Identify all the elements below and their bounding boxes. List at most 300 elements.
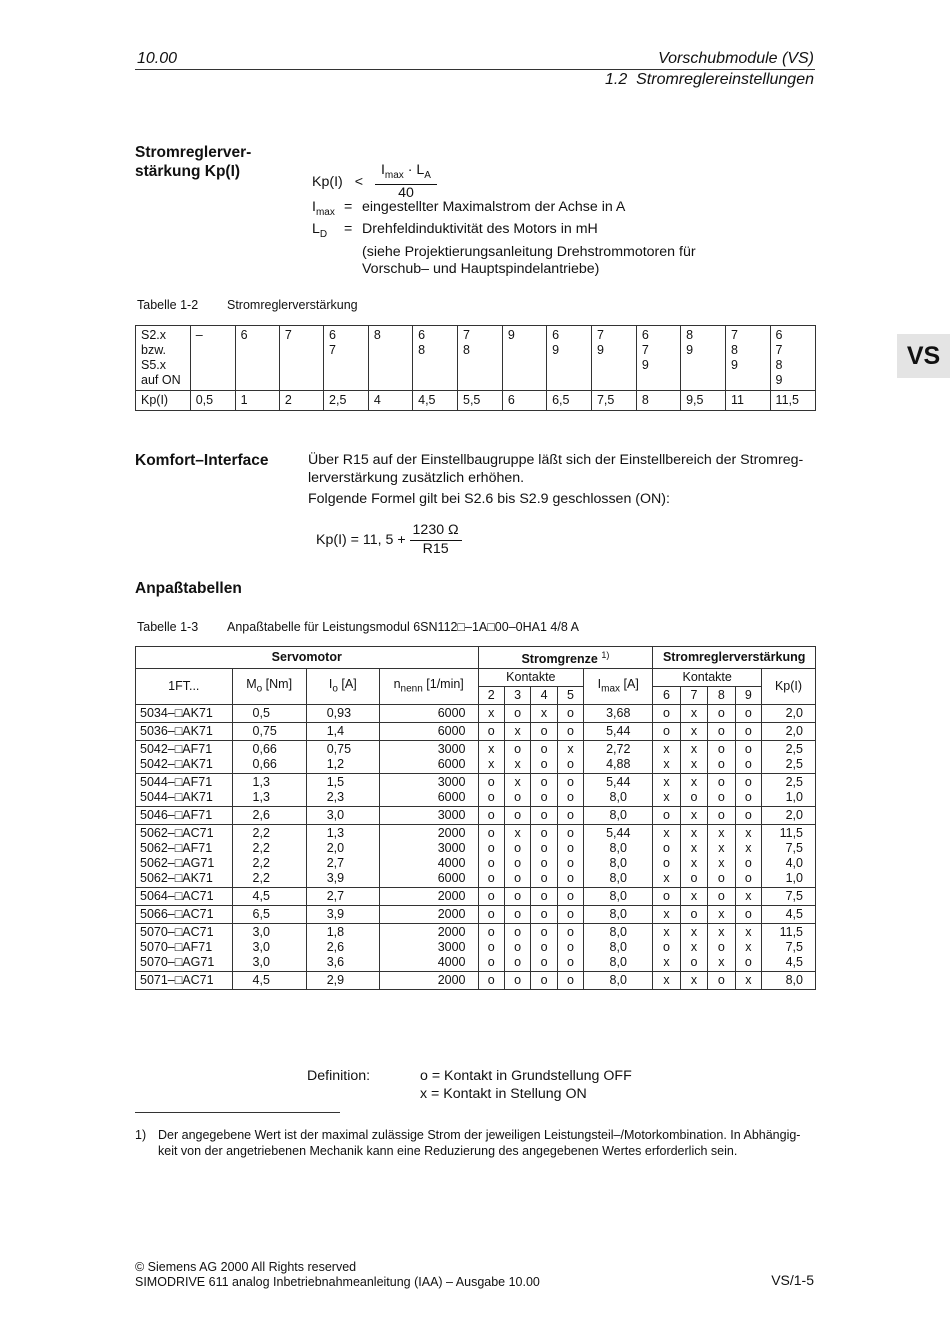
komfort-para-line1: Über R15 auf der Einstellbaugruppe läßt sich der Einstellbereich der Stromreg-	[308, 452, 804, 468]
cell-c4	[531, 906, 557, 924]
col-header-n	[379, 669, 478, 705]
kp-value-cell: 1	[235, 391, 279, 411]
col-header-imax	[584, 669, 653, 705]
cell-line: 5042–□AK71	[140, 757, 213, 772]
cell-line: 2000	[437, 973, 466, 988]
def-ld-symbol	[312, 221, 344, 243]
cell-c4	[531, 807, 557, 825]
cell-kp	[762, 825, 816, 888]
cell-line: x	[690, 706, 698, 721]
def-ld-sym: L	[312, 221, 320, 238]
footnote	[135, 1128, 815, 1159]
cell-line: 4,0	[785, 856, 803, 871]
kp-definitions	[312, 199, 696, 279]
cell-type	[136, 906, 233, 924]
switch-combination-cell	[681, 326, 726, 391]
cell-line: x	[514, 775, 521, 790]
cell-c7	[680, 972, 707, 990]
table13-group-header-row	[136, 647, 816, 669]
contact-header-6: 6	[653, 687, 680, 705]
cell-line: o	[744, 742, 752, 757]
cell-kp	[762, 741, 816, 774]
cell-io	[306, 972, 379, 990]
cell-line: o	[540, 790, 548, 805]
table-row	[136, 924, 816, 972]
contact-header-3: 3	[504, 687, 530, 705]
cell-c8	[708, 906, 735, 924]
col-header-io	[306, 669, 379, 705]
cell-line: 3000	[437, 742, 466, 757]
cell-line: x	[690, 757, 698, 772]
cell-c9	[735, 825, 761, 888]
cell-line: 5062–□AK71	[140, 871, 213, 886]
cell-line: 5064–□AC71	[140, 889, 214, 904]
cell-line: 5070–□AF71	[140, 940, 213, 955]
cell-line: o	[744, 955, 752, 970]
cell-line: x	[690, 925, 698, 940]
cell-n	[379, 825, 478, 888]
cell-line: x	[663, 742, 670, 757]
footnote-line2: keit von der angetriebenen Mechanik kann eine Reduzierung des angegebenen Wertes erforderlich sein.	[158, 1143, 738, 1158]
kp-value-cell: 2	[279, 391, 323, 411]
cell-c8	[708, 972, 735, 990]
cell-line: x	[718, 856, 725, 871]
footer-page-number: VS/1-5	[771, 1272, 814, 1288]
kp-formula-fraction	[375, 162, 437, 203]
table-row	[136, 972, 816, 990]
cell-line: 5044–□AK71	[140, 790, 213, 805]
cell-kp	[762, 774, 816, 807]
cell-line: o	[717, 790, 725, 805]
table-row	[136, 774, 816, 807]
cell-line: o	[567, 757, 574, 772]
cell-c3	[504, 705, 530, 723]
cell-line: o	[567, 907, 574, 922]
cell-c2	[478, 705, 504, 723]
kp-value-cell: 7,5	[591, 391, 636, 411]
cell-line: o	[514, 889, 522, 904]
cell-line: 5044–□AF71	[140, 775, 213, 790]
cell-line: 6	[418, 328, 426, 342]
cell-io	[306, 888, 379, 906]
cell-line: o	[487, 973, 495, 988]
cell-c3	[504, 888, 530, 906]
cell-c7	[680, 924, 707, 972]
table12-row-kp	[136, 391, 816, 411]
cell-c3	[504, 825, 530, 888]
cell-line: 4000	[437, 856, 466, 871]
cell-line: o	[663, 706, 670, 721]
col-header-type: 1FT...	[136, 669, 233, 705]
table12-label: Tabelle 1-2	[137, 298, 199, 312]
cell-line: o	[514, 742, 522, 757]
cell-line: 8	[373, 328, 381, 342]
cell-line: 3000	[437, 808, 466, 823]
cell-line: 2,2	[252, 826, 270, 841]
table-row	[136, 825, 816, 888]
cell-line: x	[718, 907, 725, 922]
cell-line: 8,0	[609, 889, 627, 904]
cell-c6	[653, 807, 680, 825]
cell-line: x	[745, 925, 752, 940]
cell-line: 5046–□AF71	[140, 808, 213, 823]
switch-combination-cell	[502, 326, 546, 391]
cell-line: x	[745, 841, 752, 856]
cell-c7	[680, 741, 707, 774]
contact-header-9: 9	[735, 687, 761, 705]
cell-line: 2,2	[252, 856, 270, 871]
cell-line: 5062–□AC71	[140, 826, 214, 841]
cell-line: x	[745, 940, 752, 955]
cell-line: 2,7	[326, 856, 345, 871]
cell-line: 5066–□AC71	[140, 907, 214, 922]
cell-imax	[584, 774, 653, 807]
komfort-formula-fraction	[410, 522, 462, 558]
cell-c7	[680, 906, 707, 924]
cell-c3	[504, 723, 530, 741]
cell-line: o	[744, 907, 752, 922]
cell-line: o	[487, 925, 495, 940]
cell-line: o	[717, 973, 725, 988]
cell-n	[379, 723, 478, 741]
cell-line: 2,72	[606, 742, 631, 757]
def-imax-symbol	[312, 199, 344, 221]
col-header-n-sym: n	[393, 676, 401, 691]
cell-io	[306, 906, 379, 924]
cell-line: o	[487, 871, 495, 886]
kp-num-imax: I	[380, 162, 385, 178]
footnote-line1: Der angegebene Wert ist der maximal zulässige Strom der jeweiligen Leistungsteil–/Motorkombination. In Abhängig-	[158, 1128, 801, 1142]
footer-doc-title: SIMODRIVE 611 analog Inbetriebnahmeanleitung (IAA) – Ausgabe 10.00	[135, 1275, 540, 1289]
def-ld	[312, 221, 696, 243]
cell-c2	[478, 774, 504, 807]
cell-line: 6000	[437, 790, 466, 805]
cell-line: 4,88	[606, 757, 631, 772]
contact-header-5: 5	[557, 687, 583, 705]
kp-value-cell: 8	[636, 391, 680, 411]
cell-line: 5062–□AF71	[140, 841, 213, 856]
cell-line: x	[567, 742, 574, 757]
cell-line: 5042–□AF71	[140, 742, 213, 757]
cell-mo	[232, 741, 306, 774]
kp-num-imax-sub: max	[384, 169, 404, 181]
cell-c8	[708, 741, 735, 774]
kp-value-cell: 11	[725, 391, 770, 411]
cell-line: 2,5	[785, 742, 803, 757]
cell-c5	[557, 972, 583, 990]
cell-c5	[557, 888, 583, 906]
cell-c6	[653, 825, 680, 888]
cell-line: 7	[329, 343, 336, 357]
cell-line: 6000	[437, 871, 466, 886]
contact-header-4: 4	[531, 687, 557, 705]
cell-line: o	[690, 790, 698, 805]
cell-line: o	[663, 856, 670, 871]
cell-line: 1,5	[326, 775, 345, 790]
cell-line: o	[487, 808, 495, 823]
footer-copyright: © Siemens AG 2000 All Rights reserved	[135, 1260, 357, 1274]
cell-line: 8,0	[785, 973, 803, 988]
cell-line: o	[487, 790, 495, 805]
cell-imax	[584, 924, 653, 972]
cell-mo	[232, 825, 306, 888]
cell-line: 7	[463, 328, 470, 342]
cell-line: 7,5	[785, 940, 803, 955]
cell-line: 5062–□AG71	[140, 856, 215, 871]
cell-kp	[762, 888, 816, 906]
cell-line: 8,0	[609, 925, 627, 940]
cell-c4	[531, 972, 557, 990]
cell-n	[379, 924, 478, 972]
kp-value-cell: 6	[502, 391, 546, 411]
cell-c7	[680, 723, 707, 741]
cell-imax	[584, 972, 653, 990]
cell-kp	[762, 705, 816, 723]
section-title-kp-line1: Stromreglerver-	[135, 144, 252, 161]
cell-line: o	[717, 757, 725, 772]
cell-line: 7,5	[785, 889, 803, 904]
cell-line: x	[663, 775, 670, 790]
cell-line: x	[663, 826, 670, 841]
cell-c5	[557, 906, 583, 924]
cell-c8	[708, 924, 735, 972]
cell-mo	[232, 723, 306, 741]
switch-combination-cell	[770, 326, 815, 391]
cell-line: 11,5	[779, 826, 803, 841]
definition-on: x = Kontakt in Stellung ON	[420, 1085, 587, 1102]
cell-line: o	[540, 856, 548, 871]
cell-line: 2,0	[326, 841, 345, 856]
definition-label: Definition:	[307, 1068, 371, 1084]
table-row	[136, 723, 816, 741]
cell-line: o	[514, 940, 522, 955]
cell-kp	[762, 972, 816, 990]
header-section-title: Stromreglereinstellungen	[636, 71, 814, 88]
cell-c4	[531, 774, 557, 807]
cell-io	[306, 825, 379, 888]
col-header-n-sub: nenn	[400, 683, 423, 695]
cell-n	[379, 972, 478, 990]
cell-line: o	[717, 889, 725, 904]
cell-c3	[504, 972, 530, 990]
cell-line: x	[663, 790, 670, 805]
definition-lines	[420, 1068, 632, 1103]
cell-io	[306, 705, 379, 723]
def-imax-sub: max	[315, 206, 335, 218]
cell-c3	[504, 906, 530, 924]
section-title-kp-line2: stärkung Kp(I)	[135, 163, 241, 180]
cell-line: o	[540, 826, 548, 841]
kp-value-cell: 4,5	[413, 391, 458, 411]
cell-line: 9	[730, 358, 738, 372]
switch-combination-cell	[725, 326, 770, 391]
cell-c9	[735, 741, 761, 774]
cell-line: x	[488, 742, 495, 757]
cell-c5	[557, 924, 583, 972]
table13-col-header-row1	[136, 669, 816, 687]
cell-line: o	[514, 841, 522, 856]
cell-line: 8,0	[609, 856, 627, 871]
cell-c2	[478, 807, 504, 825]
col-header-mo-sub: o	[256, 683, 263, 695]
cell-line: o	[567, 841, 574, 856]
contact-header-2: 2	[478, 687, 504, 705]
cell-line: o	[690, 955, 698, 970]
cell-line: x	[690, 826, 698, 841]
cell-line: 3,0	[252, 925, 270, 940]
table-row	[136, 705, 816, 723]
cell-line: o	[514, 973, 522, 988]
cell-c9	[735, 723, 761, 741]
cell-line: 9	[686, 343, 694, 357]
cell-line: 3,0	[252, 940, 270, 955]
cell-line: o	[514, 856, 522, 871]
footnote-marker: 1)	[135, 1128, 147, 1142]
cell-line: 8	[686, 328, 694, 342]
cell-c5	[557, 807, 583, 825]
col-header-mo-unit: [Nm]	[262, 676, 293, 691]
cell-line: x	[663, 757, 670, 772]
cell-c4	[531, 741, 557, 774]
cell-line: 6	[641, 328, 649, 342]
cell-line: o	[717, 940, 725, 955]
switch-combination-cell	[636, 326, 680, 391]
kp-value-cell: 9,5	[681, 391, 726, 411]
cell-n	[379, 906, 478, 924]
def-ld-text: Drehfeldinduktivität des Motors in mH	[362, 221, 598, 238]
table12-row-header-switches	[136, 326, 191, 391]
cell-c2	[478, 825, 504, 888]
cell-line: o	[487, 841, 495, 856]
cell-line: 3000	[437, 841, 466, 856]
cell-line: 5036–□AK71	[140, 724, 213, 739]
cell-line: o	[514, 955, 522, 970]
cell-line: o	[540, 841, 548, 856]
cell-line: 7,5	[785, 841, 803, 856]
cell-line: 2,6	[326, 940, 345, 955]
cell-line: 7	[730, 328, 738, 342]
cell-c7	[680, 705, 707, 723]
cell-c7	[680, 807, 707, 825]
cell-line: o	[567, 871, 574, 886]
cell-line: o	[487, 826, 495, 841]
cell-line: 5,44	[606, 826, 631, 841]
komfort-formula-denominator: R15	[422, 540, 449, 557]
cell-line: o	[567, 826, 574, 841]
cell-line: o	[744, 856, 752, 871]
cell-line: 6	[552, 328, 560, 342]
cell-line: 8,0	[609, 940, 627, 955]
cell-line: 7	[284, 328, 292, 342]
col-header-imax-sub: max	[601, 683, 621, 695]
cell-imax	[584, 906, 653, 924]
def-ld-eq: =	[344, 221, 353, 238]
cell-line: o	[540, 757, 548, 772]
cell-n	[379, 741, 478, 774]
cell-line: 8,0	[609, 790, 627, 805]
cell-line: 8,0	[609, 955, 627, 970]
cell-line: o	[744, 757, 752, 772]
cell-line: –	[195, 328, 203, 342]
cell-c9	[735, 774, 761, 807]
cell-line: 4,5	[785, 955, 803, 970]
cell-line: o	[690, 907, 698, 922]
cell-line: 1,4	[326, 724, 345, 739]
cell-line: 1,3	[252, 790, 270, 805]
section-title-anpasstabellen: Anpaßtabellen	[135, 580, 242, 597]
cell-line: x	[663, 955, 670, 970]
cell-line: 1,2	[326, 757, 345, 772]
switch-combination-cell	[591, 326, 636, 391]
kp-value-cell: 5,5	[458, 391, 503, 411]
cell-line: 1,0	[785, 871, 803, 886]
cell-kp	[762, 924, 816, 972]
kp-formula	[312, 162, 437, 203]
komfort-para-line2: lerverstärkung zusätzlich erhöhen.	[308, 469, 525, 486]
cell-line: o	[663, 841, 670, 856]
cell-imax	[584, 705, 653, 723]
cell-c9	[735, 807, 761, 825]
def-ld-note-1: (siehe Projektierungsanleitung Drehstrommotoren für	[362, 243, 696, 260]
cell-line: 3,9	[326, 907, 345, 922]
cell-line: 6000	[437, 724, 466, 739]
cell-line: o	[514, 808, 522, 823]
cell-line: x	[690, 808, 698, 823]
kp-value-cell: 2,5	[324, 391, 369, 411]
switch-combination-cell	[368, 326, 412, 391]
header-date: 10.00	[137, 50, 178, 67]
cell-line: 8,0	[609, 808, 627, 823]
cell-line: o	[690, 871, 698, 886]
cell-line: o	[487, 724, 495, 739]
cell-mo	[232, 774, 306, 807]
cell-line: x	[718, 826, 725, 841]
cell-line: 2,6	[252, 808, 270, 823]
cell-line: x	[718, 925, 725, 940]
cell-line: 9	[552, 343, 560, 357]
cell-line: 4,5	[785, 907, 803, 922]
kp-value-cell: 11,5	[770, 391, 815, 411]
group-header-servomotor: Servomotor	[136, 647, 479, 669]
cell-line: 5,44	[606, 724, 631, 739]
cell-kp	[762, 723, 816, 741]
def-ld-note-2: Vorschub– und Hauptspindelantriebe)	[362, 261, 600, 278]
cell-c2	[478, 924, 504, 972]
cell-line: 6	[240, 328, 248, 342]
switch-combination-cell	[279, 326, 323, 391]
cell-line: 5034–□AK71	[140, 706, 213, 721]
footnote-ref: 1)	[601, 650, 610, 660]
cell-line: 5071–□AC71	[140, 973, 214, 988]
cell-line: 1,8	[326, 925, 345, 940]
cell-c5	[557, 825, 583, 888]
cell-line: 2,0	[785, 706, 803, 721]
cell-line: 3,0	[326, 808, 345, 823]
table13-label: Tabelle 1-3	[137, 620, 199, 634]
cell-line: x	[745, 889, 752, 904]
header-section	[605, 71, 814, 89]
cell-line: x	[718, 841, 725, 856]
cell-c5	[557, 705, 583, 723]
cell-line: 5070–□AC71	[140, 925, 214, 940]
cell-line: 0,93	[326, 706, 352, 721]
cell-line: o	[744, 706, 752, 721]
cell-c9	[735, 705, 761, 723]
def-imax-text: eingestellter Maximalstrom der Achse in A	[362, 199, 626, 215]
kp-value-cell: 0,5	[190, 391, 235, 411]
cell-n	[379, 774, 478, 807]
cell-line: bzw.	[141, 343, 167, 357]
